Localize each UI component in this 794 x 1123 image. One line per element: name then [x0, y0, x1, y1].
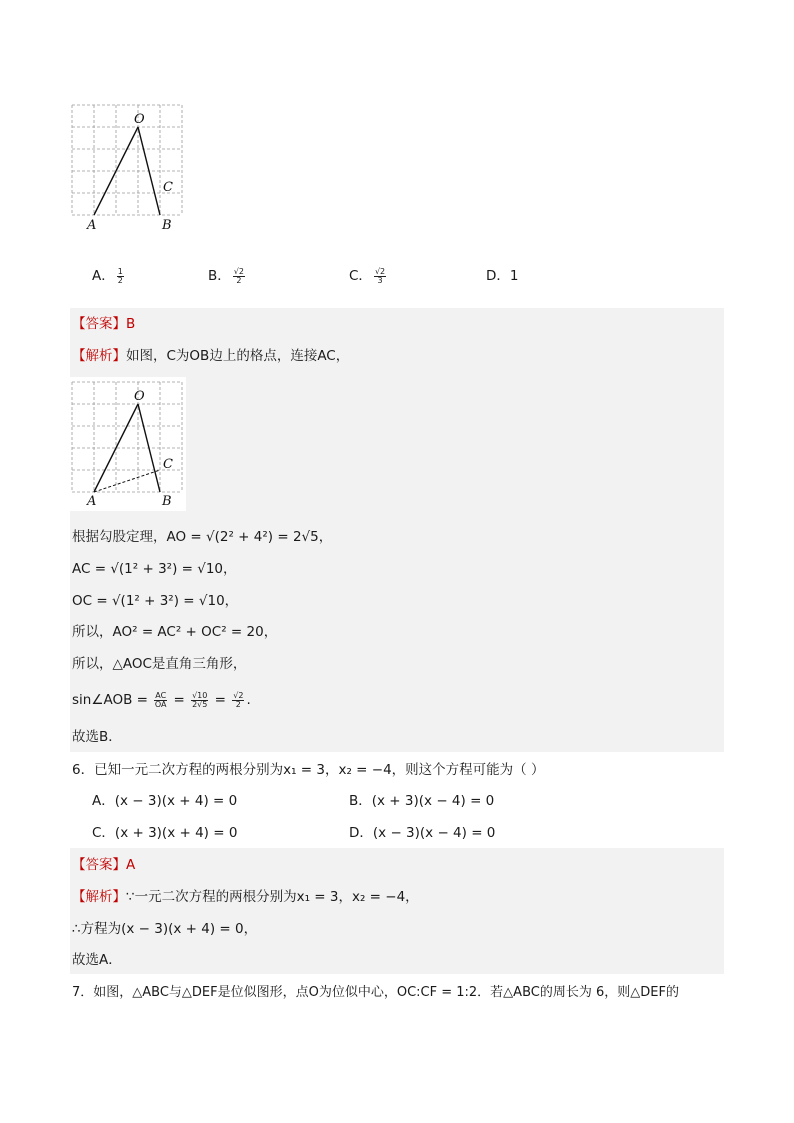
q6-analysis: 【解析】∵一元二次方程的两根分别为x₁ = 3，x₂ = −4，	[72, 889, 419, 905]
figure-q5	[66, 100, 192, 235]
q5-conclusion: 故选B．	[72, 729, 122, 745]
q5-answer: 【答案】B	[72, 316, 136, 332]
label-b: B	[162, 494, 172, 509]
q6-conclusion: 故选A．	[72, 952, 122, 968]
label-b: B	[162, 218, 172, 233]
q6-option-d: D．(x − 3)(x − 4) = 0	[349, 825, 496, 841]
fraction: $\frac{AC}{OA}$	[154, 690, 167, 709]
fraction: $\frac{1}{2}$	[117, 266, 123, 285]
q5-step-3: OC = √(1² + 3²) = √10，	[72, 593, 239, 609]
label-o: O	[134, 389, 145, 404]
fraction: $\frac{√10}{2√5}$	[192, 690, 208, 709]
q5-step-1: 根据勾股定理，AO = √(2² + 4²) = 2√5，	[72, 529, 333, 545]
q6-option-c: C．(x + 3)(x + 4) = 0	[92, 825, 238, 841]
fraction: $\frac{√2}{2}$	[233, 690, 244, 709]
q5-option-b: B． $\frac{√2}{2}$	[208, 266, 244, 285]
segment-ob	[138, 404, 160, 492]
q7-stem: 7．如图，△ABC与△DEF是位似图形，点O为位似中心，OC:CF = 1:2．若△ABC的周长为 6，则△DEF的	[72, 985, 679, 1000]
q5-step-4: 所以，AO² = AC² + OC² = 20，	[72, 624, 278, 640]
q6-step: ∴方程为(x − 3)(x + 4) = 0，	[72, 921, 258, 937]
q6-solution-block	[70, 848, 724, 974]
q5-step-5: 所以，△AOC是直角三角形，	[72, 656, 247, 672]
label-c: C	[163, 457, 173, 472]
q5-sin-line: sin∠AOB = $\frac{AC}{OA}$ = $\frac{√10}{2√5}$ = $\frac{√2}{2}$ .	[72, 690, 251, 709]
label-a: A	[87, 218, 97, 233]
fraction: $\frac{√2}{3}$	[374, 266, 386, 285]
q6-option-a: A．(x − 3)(x + 4) = 0	[92, 793, 238, 809]
q5-option-a: A． $\frac{1}{2}$	[92, 266, 123, 285]
q5-step-2: AC = √(1² + 3²) = √10，	[72, 561, 237, 577]
label-c: C	[163, 180, 173, 195]
q5-analysis-intro: 【解析】如图，C为OB边上的格点，连接AC，	[72, 348, 350, 364]
grid-lines	[72, 382, 182, 492]
label-a: A	[87, 494, 97, 509]
grid-lines	[72, 105, 182, 215]
label-o: O	[134, 112, 145, 127]
q5-option-c: C． $\frac{√2}{3}$	[349, 266, 386, 285]
q6-option-b: B．(x + 3)(x − 4) = 0	[349, 793, 495, 809]
q5-option-d: D．1	[486, 268, 519, 284]
segment-ob	[138, 127, 160, 215]
q6-answer: 【答案】A	[72, 857, 136, 873]
fraction: $\frac{√2}{2}$	[233, 266, 244, 285]
figure-q5-solution	[66, 377, 186, 511]
q6-stem: 6．已知一元二次方程的两根分别为x₁ = 3，x₂ = −4，则这个方程可能为（ ）	[72, 762, 545, 778]
